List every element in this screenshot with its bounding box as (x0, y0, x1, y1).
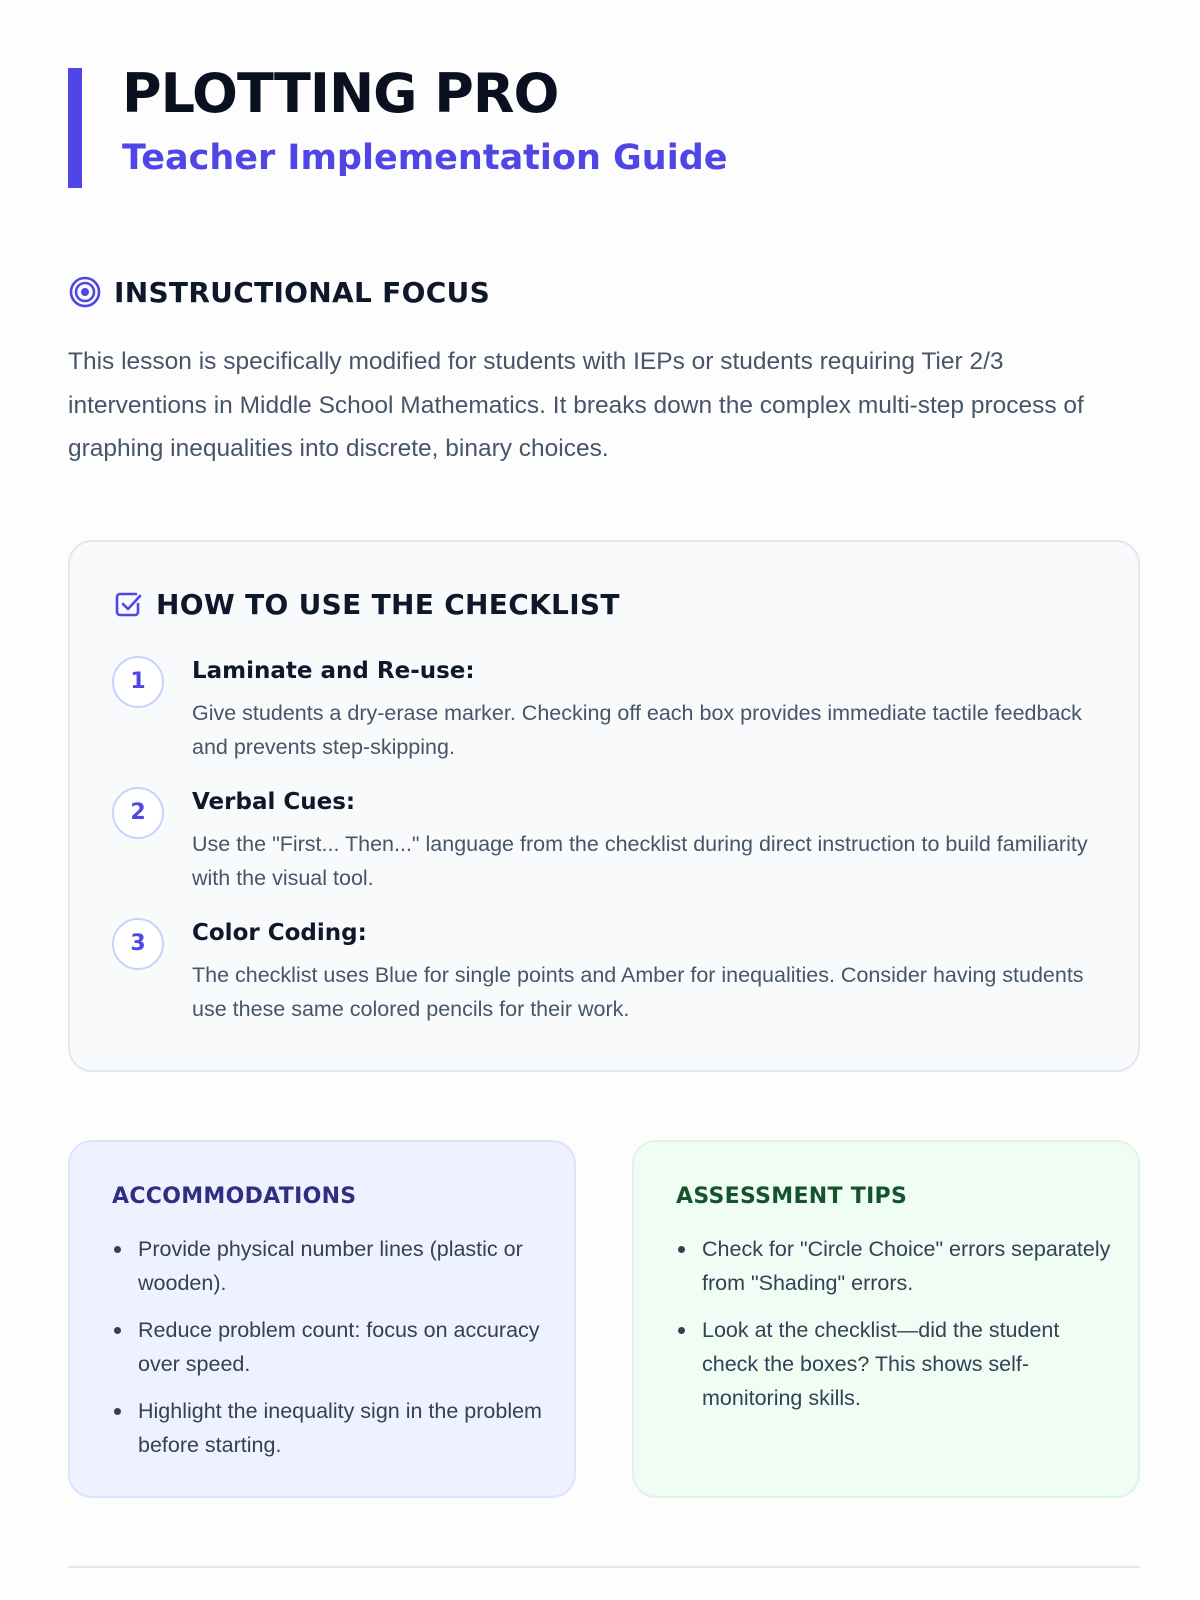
step-title: Verbal Cues: (192, 789, 356, 815)
header-accent-bar (68, 68, 82, 188)
step-number-badge: 1 (112, 656, 164, 708)
step-title: Color Coding: (192, 920, 367, 946)
instructional-focus-title: INSTRUCTIONAL FOCUS (114, 275, 491, 309)
page-subtitle: Teacher Implementation Guide (122, 138, 728, 178)
checklist-card (68, 540, 1140, 1072)
checklist-heading (112, 584, 620, 624)
assessment-tips-title: ASSESSMENT TIPS (676, 1184, 908, 1209)
instructional-focus-heading (68, 272, 490, 312)
accommodations-list (112, 1232, 552, 1475)
teacher-guide-page (68, 0, 1140, 1600)
step-number-badge: 2 (112, 787, 164, 839)
step-title: Laminate and Re-use: (192, 658, 475, 684)
list-item: Reduce problem count: focus on accuracy over speed. (112, 1313, 552, 1381)
accommodations-box (68, 1140, 576, 1498)
accommodations-title: ACCOMMODATIONS (112, 1184, 357, 1209)
footer-divider (68, 1566, 1140, 1568)
step-description: The checklist uses Blue for single points and Amber for inequalities. Consider having students use these same colored pencils for their work. (192, 963, 1084, 1021)
list-item: Look at the checklist—did the student check the boxes? This shows self-monitoring skills. (676, 1313, 1116, 1415)
list-item: Check for "Circle Choice" errors separately from "Shading" errors. (676, 1232, 1116, 1300)
step-number-badge: 3 (112, 918, 164, 970)
assessment-tips-box (632, 1140, 1140, 1498)
list-item: Provide physical number lines (plastic or wooden). (112, 1232, 552, 1300)
page-title: PLOTTING PRO (122, 62, 559, 125)
checklist-title: HOW TO USE THE CHECKLIST (156, 587, 620, 621)
step-description: Use the "First... Then..." language from the checklist during direct instruction to build familiarity with the visual tool. (192, 832, 1088, 890)
instructional-focus-text: This lesson is specifically modified for students with IEPs or students requiring Tier 2/3 interventions in Middle School Mathematics. It breaks down the complex multi-step process of graphing inequalities into discrete, binary choices. (68, 348, 1084, 462)
step-description: Give students a dry-erase marker. Checking off each box provides immediate tactile feedback and prevents step-skipping. (192, 701, 1082, 759)
checkbox-icon (112, 588, 144, 620)
target-icon (68, 275, 102, 309)
guide-header (68, 62, 1140, 188)
list-item: Highlight the inequality sign in the problem before starting. (112, 1394, 552, 1462)
assessment-tips-list (676, 1232, 1116, 1428)
